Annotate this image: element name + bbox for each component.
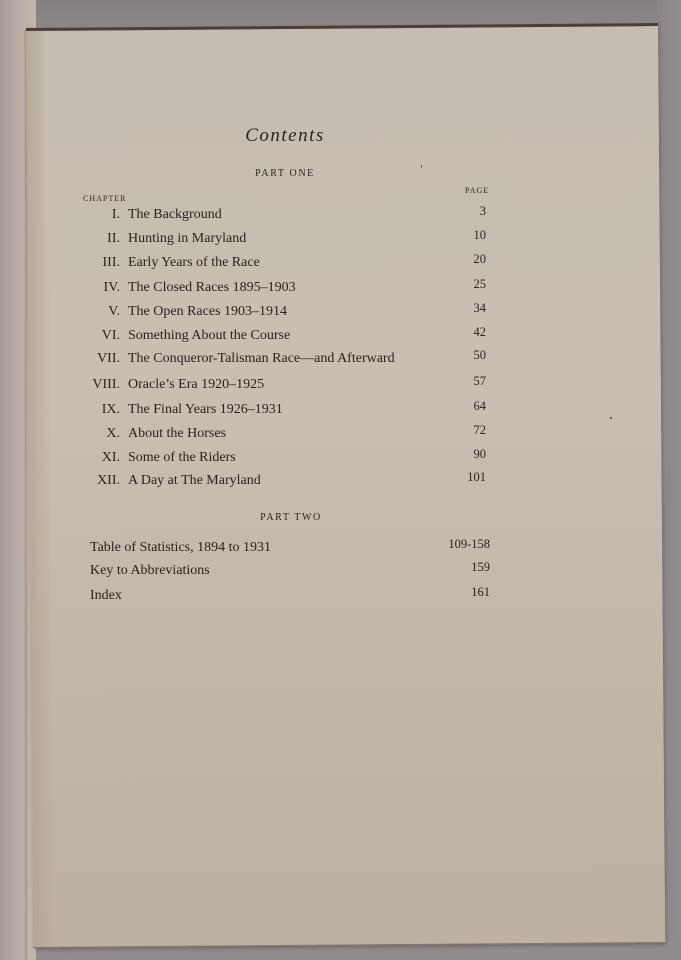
chapter-title: Some of the Riders (128, 450, 236, 465)
chapter-numeral: IX. (101, 402, 120, 417)
chapter-page: 10 (473, 228, 486, 242)
chapter-page: 34 (473, 301, 486, 315)
chapter-numeral: I. (111, 207, 120, 222)
entry-title: Index (90, 588, 122, 603)
chapter-title: The Background (128, 207, 222, 222)
entry-page: 159 (471, 560, 490, 574)
entry-page: 109-158 (448, 537, 490, 551)
chapter-numeral: VI. (101, 328, 120, 343)
chapter-title: Hunting in Maryland (128, 231, 247, 246)
chapter-page: 64 (473, 399, 486, 413)
toc-row-index (90, 586, 490, 606)
chapter-title: About the Horses (128, 426, 226, 441)
toc-row-chapter-12 (70, 471, 490, 491)
chapter-page: 90 (473, 447, 486, 461)
toc-row-chapter-9 (70, 400, 490, 420)
page-title: Contents (245, 125, 325, 146)
chapter-numeral: V. (108, 304, 120, 319)
chapter-title: Early Years of the Race (128, 255, 260, 270)
chapter-title: The Closed Races 1895–1903 (128, 280, 296, 295)
toc-row-chapter-7 (70, 349, 490, 369)
entry-title: Table of Statistics, 1894 to 1931 (90, 540, 272, 555)
chapter-page: 3 (479, 204, 486, 218)
chapter-numeral: VII. (97, 351, 120, 366)
toc-row-chapter-11 (70, 448, 490, 468)
chapter-column-label: CHAPTER (83, 194, 127, 203)
chapter-page: 50 (473, 348, 486, 362)
chapter-page: 57 (473, 374, 486, 388)
chapter-page: 20 (473, 252, 486, 266)
part-one-heading: PART ONE (255, 168, 315, 179)
chapter-page: 101 (467, 470, 486, 484)
toc-row-chapter-8 (70, 375, 490, 395)
chapter-numeral: IV. (103, 280, 120, 295)
entry-page: 161 (471, 585, 490, 599)
entry-title: Key to Abbreviations (90, 563, 210, 578)
chapter-numeral: II. (107, 231, 120, 246)
chapter-title: The Final Years 1926–1931 (128, 402, 283, 417)
chapter-numeral: III. (102, 255, 120, 270)
part-two-heading: PART TWO (260, 512, 322, 523)
toc-row-chapter-10 (70, 424, 490, 444)
toc-row-chapter-1 (70, 205, 490, 225)
toc-row-chapter-6 (70, 326, 490, 346)
chapter-title: A Day at The Maryland (128, 473, 261, 488)
toc-row-statistics (90, 538, 490, 558)
toc-row-chapter-2 (70, 229, 490, 249)
toc-row-chapter-5 (70, 302, 490, 322)
chapter-page: 25 (473, 277, 486, 291)
chapter-title: The Conqueror-Talisman Race—and Afterward (128, 351, 395, 366)
chapter-title: Oracle’s Era 1920–1925 (128, 377, 265, 392)
chapter-page: 72 (473, 423, 486, 437)
chapter-title: The Open Races 1903–1914 (128, 304, 288, 319)
toc-row-abbreviations (90, 561, 490, 581)
chapter-numeral: VIII. (92, 377, 120, 392)
chapter-page: 42 (473, 325, 486, 339)
chapter-numeral: XI. (101, 450, 120, 465)
toc-row-chapter-4 (70, 278, 490, 298)
page-column-label: PAGE (465, 186, 490, 195)
paper-speck (421, 165, 422, 168)
chapter-title: Something About the Course (128, 328, 291, 343)
chapter-numeral: X. (106, 426, 120, 441)
toc-row-chapter-3 (70, 253, 490, 273)
chapter-numeral: XII. (97, 473, 120, 488)
paper-speck (610, 417, 612, 419)
